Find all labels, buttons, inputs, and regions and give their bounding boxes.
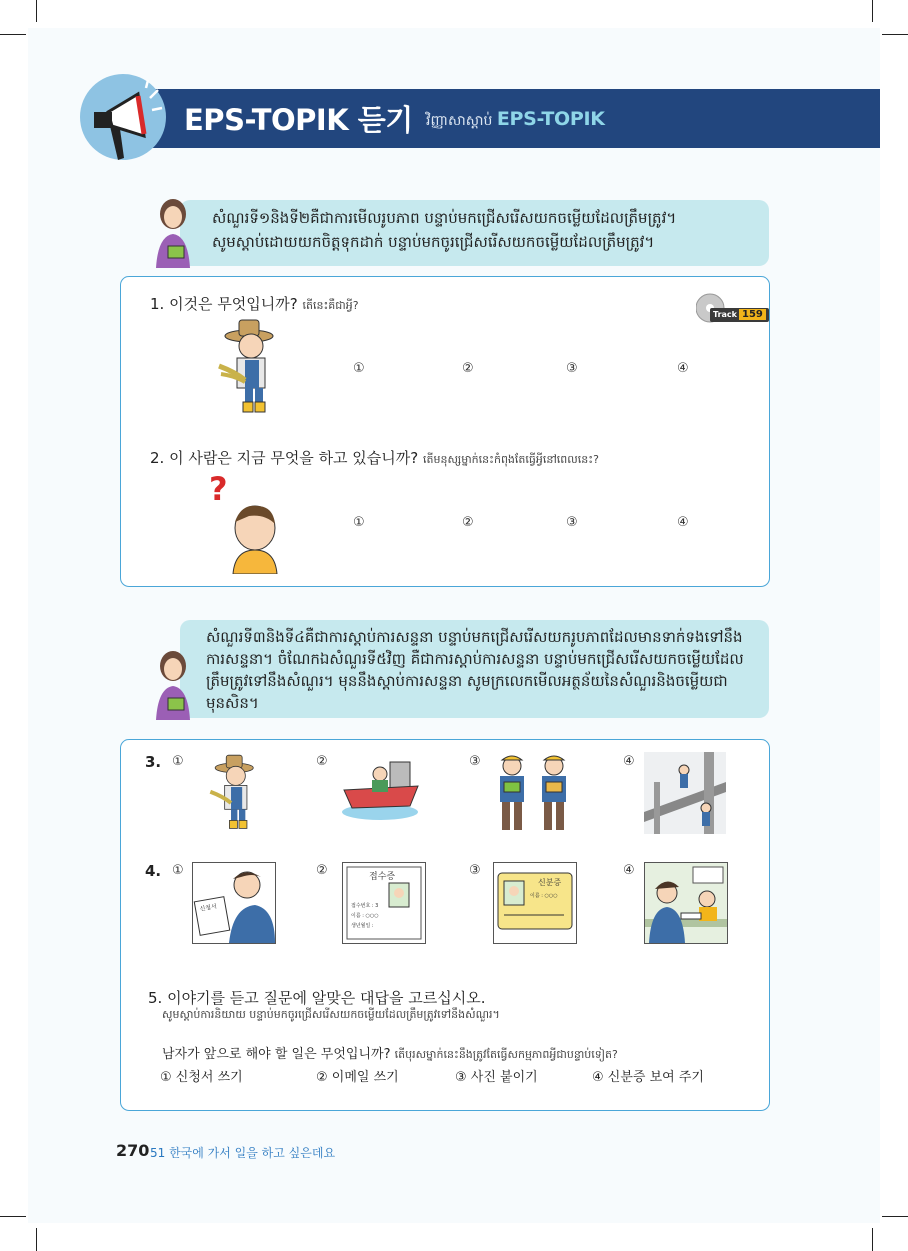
question-5-question: 남자가 앞으로 해야 할 일은 무엇입니까? <box>162 1047 391 1062</box>
writing-form-frame <box>192 862 276 944</box>
office-counter-frame <box>644 862 728 944</box>
q4-option-1[interactable]: ① <box>172 863 184 878</box>
instruction-line: សំណួរទី៣និងទី៤គឺជាការស្តាប់ការសន្ទនា បន្ទាប់មកជ្រើសរើសយករូបភាពដែលមានទាក់ទងទៅនឹង <box>206 628 743 646</box>
q1-option-1[interactable]: ① <box>353 361 365 376</box>
question-4-label: 4. <box>145 862 162 880</box>
receipt-frame <box>342 862 426 944</box>
q3-option-1[interactable]: ① <box>172 754 184 769</box>
question-1-khmer: តើនេះគឺជាអ្វី? <box>302 299 359 312</box>
question-5-prompt <box>162 1043 618 1064</box>
receipt-line-2: 이름 : ○○○ <box>351 913 379 919</box>
instruction-box-2 <box>180 620 769 718</box>
id-card-frame <box>493 862 577 944</box>
crop-mark <box>36 1228 37 1251</box>
q4-option-2[interactable]: ② <box>316 863 328 878</box>
farmer-illustration <box>215 316 285 414</box>
question-5-question-khmer: តើបុរសម្នាក់នេះនឹងត្រូវតែធ្វើសកម្មភាពអ្វីជាបន្ទាប់ទៀត? <box>394 1048 618 1061</box>
id-card-title: 신분증 <box>538 878 562 887</box>
question-1 <box>150 293 359 315</box>
instruction-line: មុនសិន។ <box>206 694 259 712</box>
instruction-line: សំណួរទី១និងទី២គឺជាការមើលរូបភាព បន្ទាប់មកជ្រើសរើសយកចម្លើយដែលត្រឹមត្រូវ។ <box>212 209 677 227</box>
section-subtitle <box>426 108 605 132</box>
writing-form-illustration <box>193 863 275 943</box>
q5-choice-1[interactable]: ① 신청서 쓰기 <box>160 1070 243 1085</box>
crop-mark <box>872 1228 873 1251</box>
question-3-label: 3. <box>145 753 162 771</box>
q2-option-4[interactable]: ④ <box>677 515 689 530</box>
q2-option-1[interactable]: ① <box>353 515 365 530</box>
question-2-khmer: តើមនុស្សម្នាក់នេះកំពុងតែធ្វើអ្វីនៅពេលនេះ? <box>423 453 599 466</box>
crop-mark <box>882 34 908 35</box>
chapter-title: 51 한국에 가서 일을 하고 싶은데요 <box>150 1146 336 1160</box>
section-title: EPS-TOPIK 듣기 <box>184 103 413 137</box>
q5-choice-2[interactable]: ② 이메일 쓰기 <box>316 1070 399 1085</box>
question-5-khmer-instruction: សូមស្តាប់ការនិយាយ បន្ទាប់មកចូរជ្រើសរើសយកចម្លើយដែលត្រឹមត្រូវទៅនឹងសំណួរ។ <box>162 1008 500 1021</box>
q1-option-3[interactable]: ③ <box>566 361 578 376</box>
instruction-line: សូមស្តាប់ដោយយកចិត្តទុកដាក់ បន្ទាប់មកចូរជ្រើសរើសយកចម្លើយដែលត្រឹមត្រូវ។ <box>212 233 655 251</box>
subtitle-english: EPS-TOPIK <box>496 108 605 130</box>
receipt-line-1: 접수번호 : 3 <box>351 903 379 909</box>
q3-option-3[interactable]: ③ <box>469 754 481 769</box>
question-2-label: 2. 이 사람은 지금 무엇을 하고 있습니까? <box>150 449 419 467</box>
question-5-label: 5. 이야기를 듣고 질문에 알맞은 대답을 고르십시오. <box>148 989 486 1007</box>
q4-option-3[interactable]: ③ <box>469 863 481 878</box>
q2-option-2[interactable]: ② <box>462 515 474 530</box>
q2-option-3[interactable]: ③ <box>566 515 578 530</box>
q1-option-2[interactable]: ② <box>462 361 474 376</box>
svg-text:?: ? <box>209 470 228 508</box>
crop-mark <box>882 1216 908 1217</box>
q3-option-2[interactable]: ② <box>316 754 328 769</box>
page-number: 270 <box>116 1141 150 1160</box>
farmer-illustration <box>205 752 265 830</box>
instruction-line: ត្រឹមត្រូវទៅនឹងសំណួរ។ មុននឹងស្តាប់ការសន្ទនា សូមក្រលេកមើលអត្ថន័យនៃសំណួរនិងចម្លើយជា <box>206 672 728 690</box>
crop-mark <box>872 0 873 22</box>
receipt-illustration <box>343 863 425 943</box>
receipt-line-3: 생년월일 : <box>351 923 374 929</box>
teacher-avatar <box>150 648 196 720</box>
workers-carrying-boxes-illustration <box>492 752 578 834</box>
question-1-label: 1. 이것은 무엇입니까? <box>150 295 298 313</box>
instruction-line: ការសន្ទនា។ ចំណែកឯសំណួរទី៥វិញ គឺជាការស្តាប់ការសន្ទនា បន្ទាប់មកជ្រើសរើសយកចម្លើយដែល <box>206 650 744 668</box>
instruction-box-1 <box>180 200 769 266</box>
q5-choice-4[interactable]: ④ 신분증 보여 주기 <box>592 1070 704 1085</box>
confused-man-illustration <box>205 470 285 574</box>
teacher-avatar <box>150 196 196 268</box>
megaphone-icon <box>80 74 166 160</box>
form-title-text: 신청서 <box>199 903 218 913</box>
id-card-name: 이름 : ○○○ <box>530 893 558 899</box>
q1-option-4[interactable]: ④ <box>677 361 689 376</box>
id-card-illustration <box>494 863 576 943</box>
subtitle-khmer: វិញ្ញាសាស្តាប់ <box>426 113 493 129</box>
crop-mark <box>36 0 37 22</box>
track-badge: Track 159 <box>710 308 769 322</box>
track-number: 159 <box>739 309 766 320</box>
question-2 <box>150 447 599 469</box>
receipt-title: 접수증 <box>369 872 396 882</box>
construction-site-illustration <box>644 752 726 834</box>
fisherman-boat-illustration <box>340 760 422 822</box>
q3-option-4[interactable]: ④ <box>623 754 635 769</box>
office-counter-illustration <box>645 863 727 943</box>
crop-mark <box>0 34 26 35</box>
crop-mark <box>0 1216 26 1217</box>
q5-choice-3[interactable]: ③ 사진 붙이기 <box>455 1070 538 1085</box>
megaphone-badge <box>80 74 166 160</box>
q4-option-4[interactable]: ④ <box>623 863 635 878</box>
